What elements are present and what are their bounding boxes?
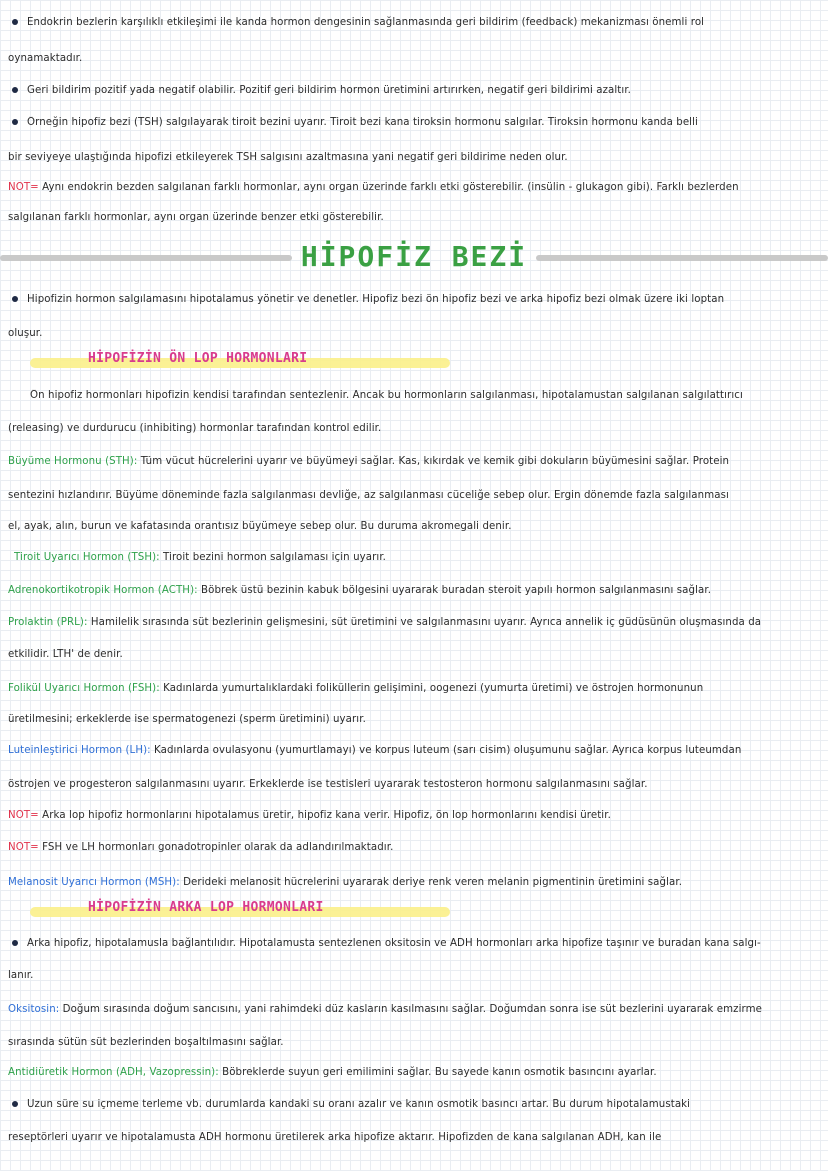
- page-title: HİPOFİZ BEZİ: [300, 240, 528, 273]
- term-line: Luteinleştirici Hormon (LH): Kadınlarda ovulasyonu (yumurtlamayı) ve korpus luteum (sarı cisim) oluşumunu sağlar. Ayrıca korpus luteumdan: [8, 745, 742, 756]
- note-label: NOT=: [8, 182, 39, 193]
- text-line: el, ayak, alın, burun ve kafatasında orantısız büyümeye sebep olur. Bu duruma akromegali denir.: [8, 521, 512, 532]
- term-oksitosin: Oksitosin:: [8, 1004, 60, 1015]
- term-adh: Antidiüretik Hormon (ADH, Vazopressin):: [8, 1067, 219, 1078]
- note-line: NOT= Arka lop hipofiz hormonlarını hipotalamus üretir, hipofiz kana verir. Hipofiz, ön lop hormonlarını kendisi üretir.: [8, 810, 611, 821]
- section-title-bar: [0, 238, 828, 278]
- title-rule-right: [536, 255, 828, 261]
- text-line: lanır.: [8, 970, 34, 981]
- text-line: etkilidir. LTH' de denir.: [8, 649, 123, 660]
- term-msh: Melanosit Uyarıcı Hormon (MSH):: [8, 877, 180, 888]
- title-rule-left: [0, 255, 292, 261]
- term-line: Prolaktin (PRL): Hamilelik sırasında süt bezlerinin gelişmesini, süt üretimini ve salgılanmasını uyarır. Ayrıca annelik iç güdüsünün oluşmasında da: [8, 617, 762, 628]
- text-line: östrojen ve progesteron salgılanmasını uyarır. Erkeklerde ise testisleri uyararak testosteron hormonu salgılanmasını sağlar.: [8, 779, 648, 790]
- text-line: Arka hipofiz, hipotalamusla bağlantılıdır. Hipotalamusta sentezlenen oksitosin ve ADH hormonları arka hipofize taşınır ve buradan kana salgı-: [8, 937, 818, 951]
- text-line: Endokrin bezlerin karşılıklı etkileşimi ile kanda hormon dengesinin sağlanmasında geri bildirim (feedback) mekanizması önemli rol: [8, 16, 818, 30]
- text-line: üretilmesini; erkeklerde ise spermatogenezi (sperm üretimini) uyarır.: [8, 714, 366, 725]
- text-line: Ön hipofiz hormonları hipofizin kendisi tarafından sentezlenir. Ancak bu hormonların salgılanması, hipotalamustan salgılanan salgılattırıcı: [30, 390, 743, 401]
- term-line: Tiroit Uyarıcı Hormon (TSH): Tiroit bezini hormon salgılaması için uyarır.: [14, 552, 387, 563]
- text-line: Hipofizin hormon salgılamasını hipotalamus yönetir ve denetler. Hipofiz bezi ön hipofiz bezi ve arka hipofiz bezi olmak üzere iki loptan: [8, 293, 818, 307]
- term-line: Oksitosin: Doğum sırasında doğum sancısını, yani rahimdeki düz kasların kasılmasını sağlar. Doğumdan sonra ise süt bezlerini uyararak emzirme: [8, 1004, 763, 1015]
- term-line: Adrenokortikotropik Hormon (ACTH): Böbrek üstü bezinin kabuk bölgesini uyararak buradan steroit yapılı hormon salgılanmasını sağlar.: [8, 585, 712, 596]
- term-sth: Büyüme Hormonu (STH):: [8, 456, 138, 467]
- term-tsh: Tiroit Uyarıcı Hormon (TSH):: [14, 552, 160, 563]
- text-line: sırasında sütün süt bezlerinden boşaltılmasını sağlar.: [8, 1037, 284, 1048]
- term-fsh: Folikül Uyarıcı Hormon (FSH):: [8, 683, 160, 694]
- text-line: oynamaktadır.: [8, 53, 83, 64]
- heading-text: HİPOFİZİN ÖN LOP HORMONLARI: [88, 351, 308, 366]
- text-line: oluşur.: [8, 328, 43, 339]
- heading-text: HİPOFİZİN ARKA LOP HORMONLARI: [88, 900, 324, 915]
- note-label: NOT=: [8, 810, 39, 821]
- text-line: reseptörleri uyarır ve hipotalamusta ADH hormonu üretilerek arka hipofize aktarır. Hipofizden de kana salgılanan ADH, kan ile: [8, 1132, 662, 1143]
- section-heading-arka-lop: [30, 900, 450, 920]
- term-line: Folikül Uyarıcı Hormon (FSH): Kadınlarda yumurtalıklardaki foliküllerin gelişimini, oogenezi (yumurta üretimi) ve östrojen hormonunun: [8, 683, 704, 694]
- bullet-icon: [12, 296, 18, 302]
- note-line: NOT= Aynı endokrin bezden salgılanan farklı hormonlar, aynı organ üzerinde farklı etki gösterebilir. (insülin - glukagon gibi). Farklı bezlerden: [8, 182, 739, 193]
- bullet-icon: [12, 1101, 18, 1107]
- text-line: Geri bildirim pozitif yada negatif olabilir. Pozitif geri bildirim hormon üretimini artırırken, negatif geri bildirimi azaltır.: [8, 84, 818, 98]
- term-line: Antidiüretik Hormon (ADH, Vazopressin): Böbreklerde suyun geri emilimini sağlar. Bu sayede kanın osmotik basıncını ayarlar.: [8, 1067, 657, 1078]
- term-line: Büyüme Hormonu (STH): Tüm vücut hücrelerini uyarır ve büyümeyi sağlar. Kas, kıkırdak ve kemik gibi dokuların büyümesini sağlar. Protein: [8, 456, 730, 467]
- text-line: Uzun süre su içmeme terleme vb. durumlarda kandaki su oranı azalır ve kanın osmotik basıncı artar. Bu durum hipotalamustaki: [8, 1098, 818, 1112]
- term-acth: Adrenokortikotropik Hormon (ACTH):: [8, 585, 198, 596]
- bullet-icon: [12, 940, 18, 946]
- term-prl: Prolaktin (PRL):: [8, 617, 88, 628]
- bullet-icon: [12, 119, 18, 125]
- note-label: NOT=: [8, 842, 39, 853]
- text-line: Örneğin hipofiz bezi (TSH) salgılayarak tiroit bezini uyarır. Tiroit bezi kana tiroksin hormonu salgılar. Tiroksin hormonu kanda belli: [8, 116, 818, 130]
- text-line: (releasing) ve durdurucu (inhibiting) hormonlar tarafından kontrol edilir.: [8, 423, 382, 434]
- term-lh: Luteinleştirici Hormon (LH):: [8, 745, 151, 756]
- text-line: sentezini hızlandırır. Büyüme döneminde fazla salgılanması devliğe, az salgılanması cüceliğe sebep olur. Ergin dönemde fazla salgılanması: [8, 490, 729, 501]
- bullet-icon: [12, 87, 18, 93]
- note-line: NOT= FSH ve LH hormonları gonadotropinler olarak da adlandırılmaktadır.: [8, 842, 394, 853]
- section-heading-on-lop: [30, 351, 450, 371]
- term-line: Melanosit Uyarıcı Hormon (MSH): Derideki melanosit hücrelerini uyararak deriye renk veren melanin pigmentinin üretimini sağlar.: [8, 877, 683, 888]
- bullet-icon: [12, 19, 18, 25]
- text-line: bir seviyeye ulaştığında hipofizi etkileyerek TSH salgısını azaltmasına yani negatif geri bildirime neden olur.: [8, 152, 568, 163]
- text-line: salgılanan farklı hormonlar, aynı organ üzerinde benzer etki gösterebilir.: [8, 212, 384, 223]
